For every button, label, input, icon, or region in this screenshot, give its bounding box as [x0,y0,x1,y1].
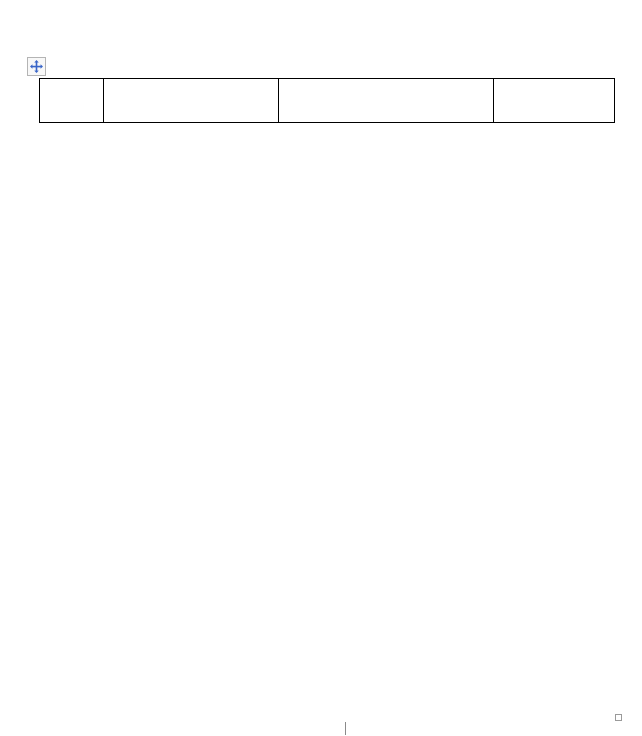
table-resize-handle[interactable] [615,714,622,721]
page-title[interactable] [0,42,642,68]
move-arrows-icon [30,60,43,73]
header-cell-region[interactable] [104,79,279,123]
phone-directory-table [39,78,615,123]
header-cell-unit[interactable] [279,79,494,123]
table-move-handle[interactable] [27,57,46,76]
header-cell-no[interactable] [40,79,104,123]
header-cell-phone[interactable] [494,79,615,123]
attachment-label[interactable] [84,5,86,24]
text-caret [345,722,346,735]
table-header-row [40,79,615,123]
